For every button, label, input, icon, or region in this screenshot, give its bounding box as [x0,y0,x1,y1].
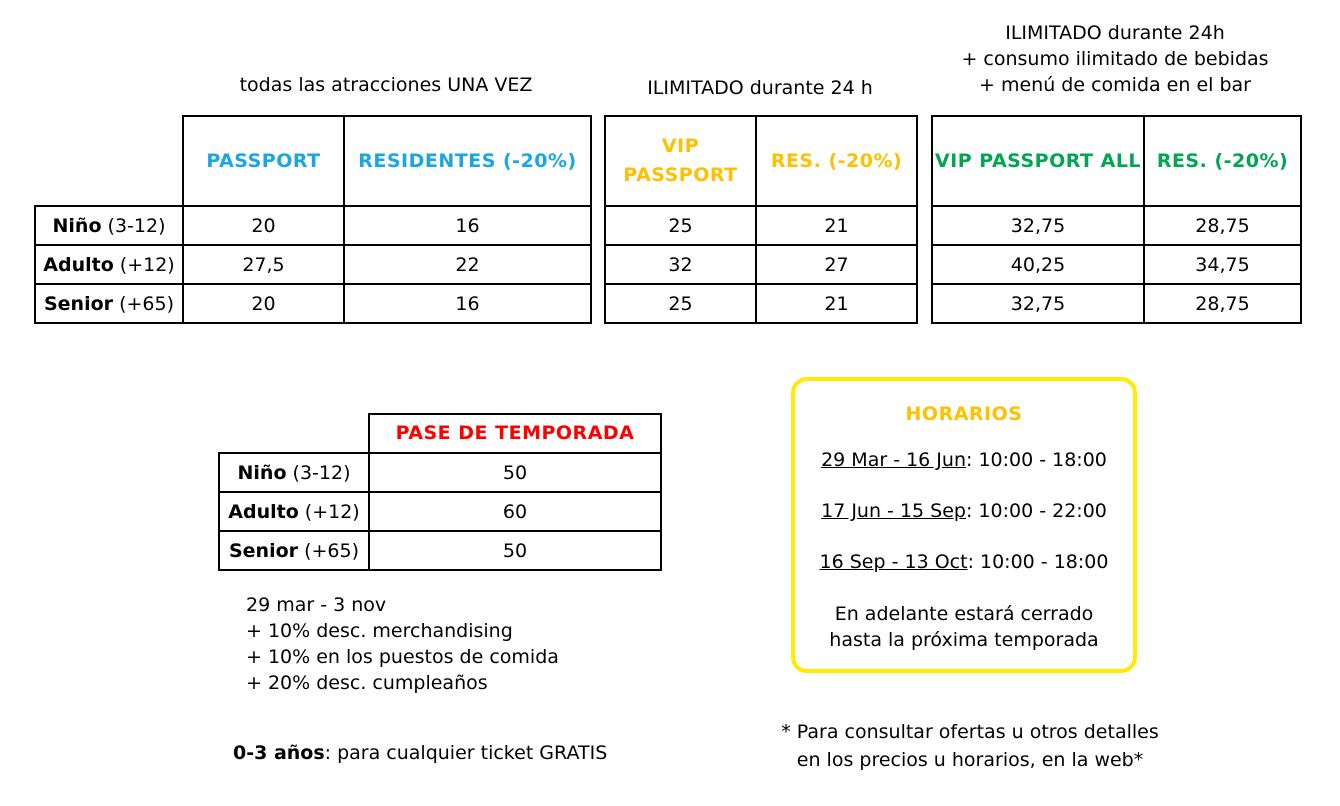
row-label-nino: Niño (3-12) [35,206,183,245]
header-residentes: RESIDENTES (-20%) [358,149,577,172]
perk-line: + 10% desc. merchandising [246,620,513,642]
passport-price-table [34,115,592,324]
caption-vip-all [920,20,1310,98]
price-cell: 32,75 [932,284,1144,323]
horario-period: 29 Mar - 16 Jun: 10:00 - 18:00 [821,449,1107,471]
price-cell: 25 [605,206,756,245]
free-ticket-note: 0-3 años: para cualquier ticket GRATIS [233,742,608,764]
vip-all-price-table [931,115,1302,324]
price-cell: 50 [369,531,661,570]
row-label-adulto: Adulto (+12) [35,245,183,284]
header-season-pass: PASE DE TEMPORADA [395,422,635,444]
row-label-nino: Niño (3-12) [219,453,369,492]
price-cell: 32,75 [932,206,1144,245]
price-cell: 16 [344,206,591,245]
price-cell: 27,5 [183,245,344,284]
caption-passport: todas las atracciones UNA VEZ [239,74,533,96]
horario-period: 17 Jun - 15 Sep: 10:00 - 22:00 [821,500,1107,522]
horarios-closed-note: En adelante estará cerrado hasta la próxima temporada [829,603,1099,651]
vip-price-table [604,115,918,324]
header-vip-res: RES. (-20%) [770,149,903,172]
price-cell: 27 [756,245,917,284]
price-cell: 40,25 [932,245,1144,284]
price-cell: 21 [756,284,917,323]
price-cell: 16 [344,284,591,323]
header-vip-passport: VIP PASSPORT [623,135,738,186]
header-passport: PASSPORT [206,149,321,172]
perk-line: + 20% desc. cumpleaños [246,672,488,694]
price-cell: 22 [344,245,591,284]
row-label-senior: Senior (+65) [219,531,369,570]
season-pass-table [218,413,662,571]
price-cell: 60 [369,492,661,531]
perk-line: 29 mar - 3 nov [246,594,387,616]
price-cell: 34,75 [1144,245,1301,284]
price-cell: 28,75 [1144,206,1301,245]
caption-vip-all-line-3: + menú de comida en el bar [979,74,1251,96]
price-cell: 25 [605,284,756,323]
price-cell: 50 [369,453,661,492]
header-vip-all-res: RES. (-20%) [1156,149,1289,172]
price-cell: 20 [183,206,344,245]
season-pass-perks [246,592,559,696]
row-label-senior: Senior (+65) [35,284,183,323]
horarios-box [791,377,1137,673]
price-cell: 32 [605,245,756,284]
caption-vip-all-line-2: + consumo ilimitado de bebidas [961,48,1269,70]
row-label-adulto: Adulto (+12) [219,492,369,531]
price-cell: 28,75 [1144,284,1301,323]
price-cell: 21 [756,206,917,245]
header-vip-passport-all: VIP PASSPORT ALL [934,149,1142,172]
web-note: * Para consultar ofertas u otros detalles en los precios u horarios, en la web* [781,721,1159,771]
horarios-title: HORARIOS [905,403,1023,425]
price-cell: 20 [183,284,344,323]
caption-vip-all-line-1: ILIMITADO durante 24h [1005,22,1225,44]
caption-vip: ILIMITADO durante 24 h [647,77,873,99]
horario-period: 16 Sep - 13 Oct: 10:00 - 18:00 [819,551,1109,573]
perk-line: + 10% en los puestos de comida [246,646,559,668]
